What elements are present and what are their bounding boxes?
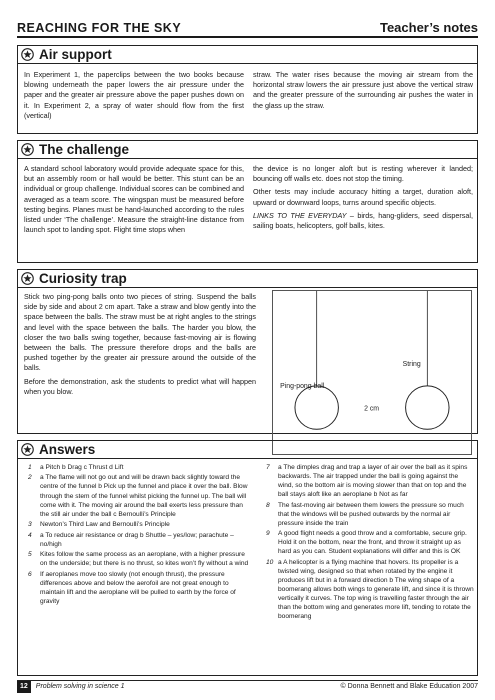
answer-number: 10 — [266, 558, 274, 566]
section-header — [18, 441, 477, 459]
left-column — [24, 292, 256, 400]
answer-number: 9 — [266, 530, 270, 538]
gap-label: 2 cm — [364, 405, 380, 413]
right-column — [253, 70, 473, 114]
star-badge-icon — [21, 48, 34, 61]
answer-item — [28, 531, 250, 549]
curiosity-trap-section — [17, 269, 478, 434]
ball-label: Ping-pong ball — [280, 382, 325, 390]
answer-text: a The dimples drag and trap a layer of air over the ball as it spins backwards. The air trapped under the ball is going against the wind, so the bottom air is moving slower than that on top and the ball stays aloft like an aeroplane b Not as far — [278, 464, 468, 499]
answer-number: 7 — [266, 464, 270, 471]
left-ping-pong-ball — [295, 386, 338, 429]
answer-text: Newton’s Third Law and Bernoulli’s Principle — [40, 521, 170, 529]
answer-item — [266, 529, 474, 556]
unit-title: REACHING FOR THE SKY — [17, 21, 182, 35]
answer-number: 8 — [266, 501, 270, 509]
paragraph: Other tests may include accuracy hitting a target, duration aloft, upward or downward loops, turns around specific objects. — [253, 187, 473, 207]
answer-item — [266, 558, 474, 622]
section-heading: Answers — [39, 442, 96, 457]
section-heading: Curiosity trap — [39, 271, 127, 286]
answer-item — [28, 550, 250, 568]
answer-item — [266, 463, 474, 499]
right-ping-pong-ball — [406, 386, 449, 429]
answer-item — [28, 473, 250, 518]
star-badge-icon — [21, 443, 34, 456]
page-footer — [17, 680, 478, 692]
book-title: Problem solving in science 1 — [35, 683, 125, 690]
answer-text: The fast-moving air between them lowers the pressure so much that the windows will be pushed outwards by the normal air pressure inside the train — [278, 501, 464, 527]
answer-item — [28, 570, 250, 606]
answer-text: a A helicopter is a flying machine that hovers. Its propeller is a twisted wing, designed so that when rotated by the engine it produces lift but in a forward direction b The wing shape of a boomerang allows both wings to generate lift, and since it is thrown vertically it curves. The top wing is travelling faster through the air than the bottom wing and generates more lift, tending to rotate the boomerang — [278, 558, 474, 621]
answer-number: 5 — [28, 551, 32, 559]
section-header — [18, 46, 477, 64]
left-column — [24, 70, 244, 124]
star-badge-icon — [21, 272, 34, 285]
answer-number: 3 — [28, 521, 32, 529]
answer-text: a Pitch b Drag c Thrust d Lift — [40, 464, 124, 471]
answers-left-list — [28, 463, 250, 607]
teachers-notes-label: Teacher’s notes — [379, 20, 478, 35]
answer-text: a To reduce air resistance or drag b Shuttle – yes/low; parachute – no/high — [40, 531, 234, 548]
answer-number: 6 — [28, 570, 32, 578]
air-support-section — [17, 45, 478, 134]
links-paragraph — [253, 211, 473, 231]
copyright: © Donna Bennett and Blake Education 2007 — [340, 683, 478, 690]
answer-text: a The flame will not go out and will be drawn back slightly toward the centre of the funnel b Pick up the funnel and place it over the ball. Blow through the stem of the funnel whilst picking the funnel up. The ball will come with it. The moving air around the ball exerts less pressure than the still air under the ball c Bernoulli’s Principle — [40, 474, 248, 518]
answer-text: Kites follow the same process as an aeroplane, with a higher pressure on the underside; but there is no thrust, so kites won’t fly without a wind — [40, 551, 249, 568]
paragraph: Before the demonstration, ask the students to predict what will happen when you blow. — [24, 376, 256, 396]
page-header — [17, 21, 478, 38]
challenge-section — [17, 140, 478, 263]
answers-right-list — [266, 463, 474, 623]
answer-item — [28, 463, 250, 472]
links-label: LINKS TO THE EVERYDAY — [253, 210, 347, 220]
page-number: 12 — [17, 681, 31, 693]
answer-text: A good flight needs a good throw and a comfortable, secure grip. Hold it on the bottom, near the front, and throw it straight up as hard as you can. Student explanations will differ and this is OK — [278, 530, 467, 556]
left-column — [24, 164, 244, 238]
string-label: String — [402, 361, 421, 369]
answer-item — [28, 520, 250, 529]
paragraph: A standard school laboratory would provide adequate space for this, but an assembly room or hall would be better. This stunt can be an individual or group challenge. Individual scores can be combined and averaged as a team score. The wingspan must be measured before testing begins. Planes must be hand-launched according to the rules listed under ‘The challenge’. Measure the straight-line distance from launch spot to landing spot. Flight time stops when — [24, 164, 244, 235]
star-badge-icon — [21, 143, 34, 156]
section-heading: Air support — [39, 47, 112, 62]
section-header — [18, 270, 477, 288]
links-text: – birds, hang-gliders, seed dispersal, sailing boats, helicopters, golf balls, kites. — [253, 210, 473, 231]
paragraph: Stick two ping-pong balls onto two pieces of string. Suspend the balls side by side and about 2 cm apart. Take a straw and blow gently into the space between the balls. The straw must be at right angles to the strings and level with the space between the balls. The harder you blow, the closer the two balls swing together, because fast-moving air is flowing between the balls. The pressure therefore drops and the balls are pushed together by the greater air pressure around the outside of the balls. — [24, 292, 256, 373]
right-column — [253, 164, 473, 234]
ping-pong-diagram — [272, 290, 472, 455]
answer-number: 4 — [28, 531, 32, 539]
paragraph: In Experiment 1, the paperclips between the two books because blowing underneath the paper lowers the air pressure under the paper and the greater air pressure above the paper pushes down on it. In Experiment 2, a spray of water should flow from the first (vertical) — [24, 70, 244, 120]
answer-number: 2 — [28, 474, 32, 482]
section-header — [18, 141, 477, 159]
answer-text: If aeroplanes move too slowly (not enough thrust), the pressure differences above and below the aerofoil are not great enough to maintain lift and the aeroplane will be pulled to earth by the force of gravity — [40, 570, 236, 605]
paragraph: the device is no longer aloft but is resting wherever it landed; bouncing off walls etc. does not stop the timing. — [253, 164, 473, 184]
paragraph: straw. The water rises because the moving air stream from the horizontal straw lowers the air pressure just above the vertical straw and the greater pressure of the surrounding air pushes the water in the glass up the straw. — [253, 70, 473, 110]
answers-section — [17, 440, 478, 676]
answer-number: 1 — [28, 464, 32, 471]
answer-item — [266, 501, 474, 528]
section-heading: The challenge — [39, 142, 130, 157]
